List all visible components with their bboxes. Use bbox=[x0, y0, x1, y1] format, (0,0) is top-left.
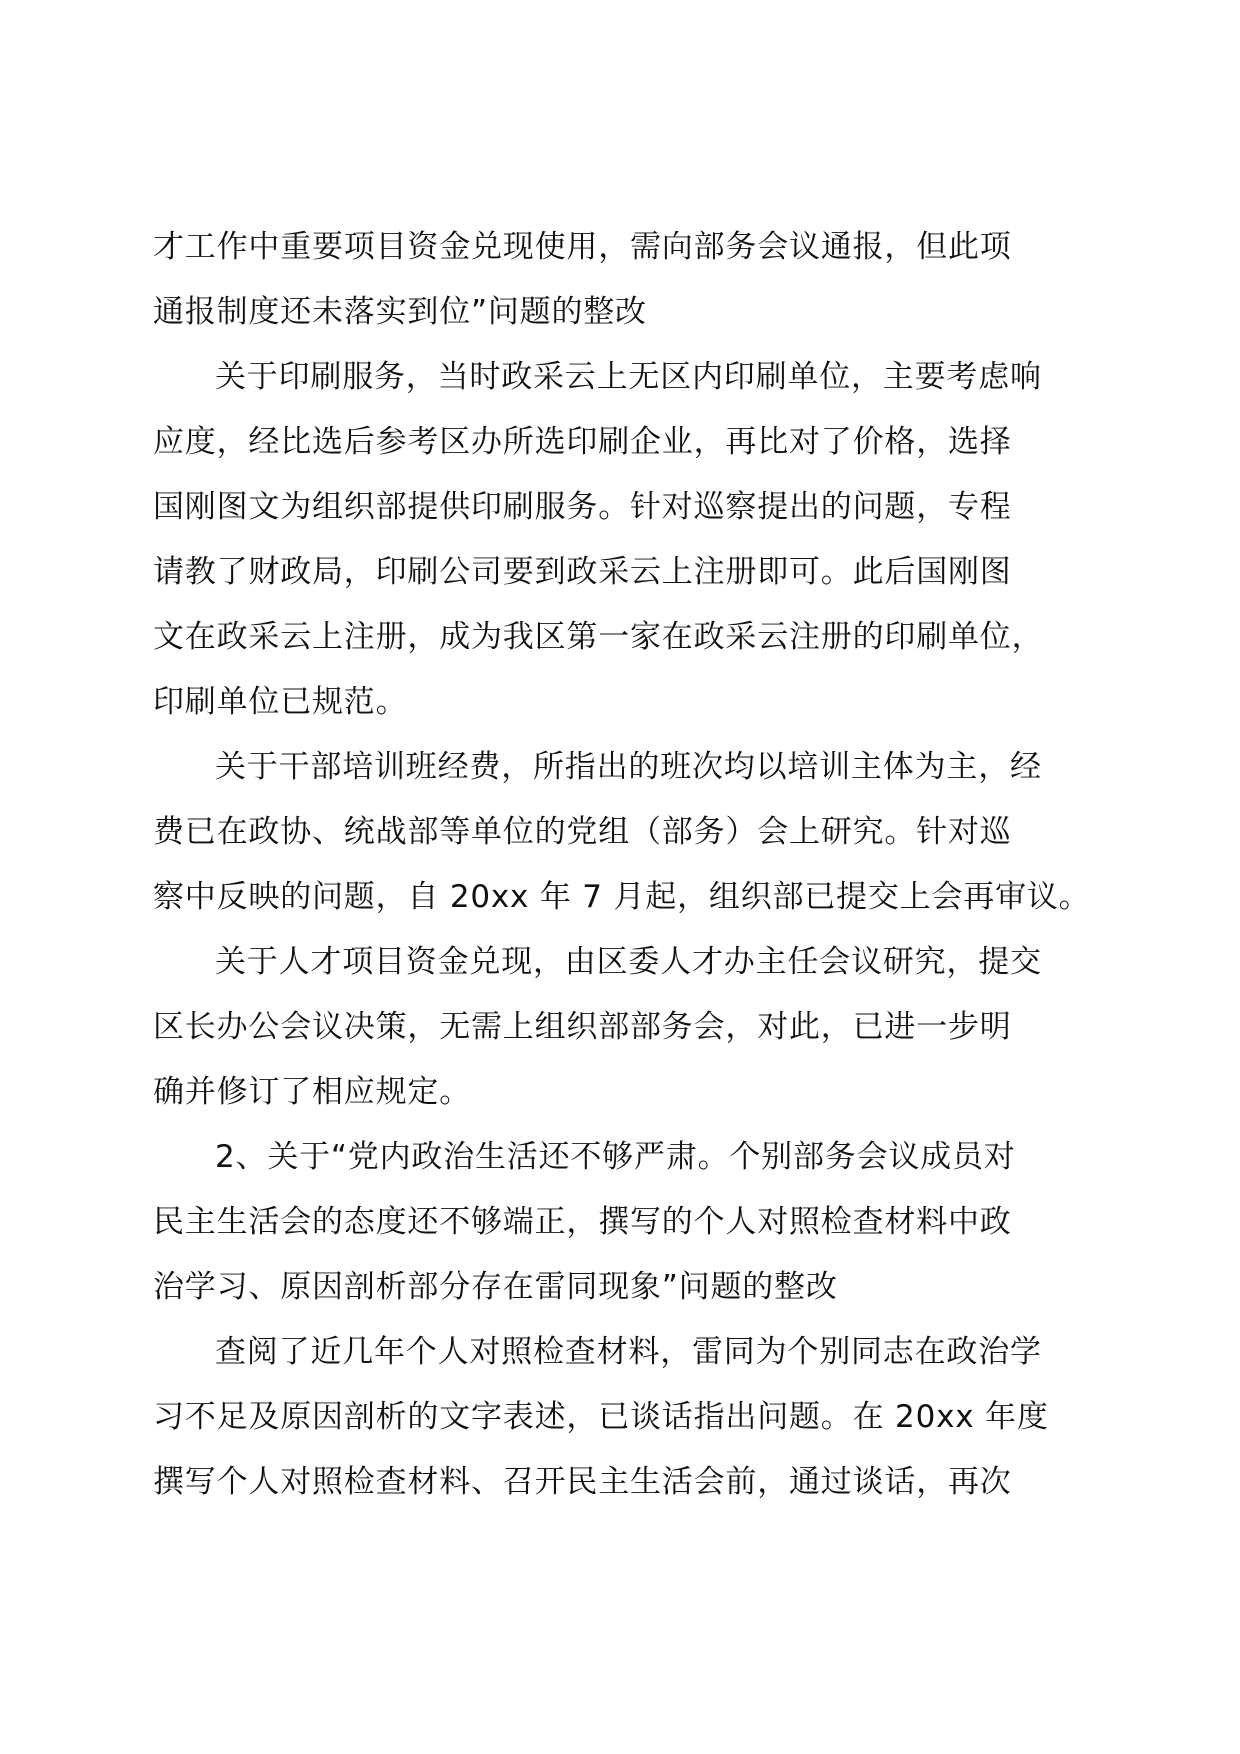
text-line: 应度，经比选后参考区办所选印刷企业，再比对了价格，选择 bbox=[153, 424, 1012, 460]
document-body bbox=[153, 215, 1113, 1515]
text-line: 区长办公会议决策，无需上组织部部务会，对此，已进一步明 bbox=[153, 1009, 1012, 1045]
section-heading-line: 2、关于“党内政治生活还不够严肃。个别部务会议成员对 bbox=[215, 1139, 1016, 1175]
paragraph-start-line: 关于人才项目资金兑现，由区委人才办主任会议研究，提交 bbox=[215, 944, 1042, 980]
text-line: 费已在政协、统战部等单位的党组（部务）会上研究。针对巡 bbox=[153, 814, 1012, 850]
text-line: 请教了财政局，印刷公司要到政采云上注册即可。此后国刚图 bbox=[153, 554, 1012, 590]
text-line: 习不足及原因剖析的文字表述，已谈话指出问题。在 20xx 年度 bbox=[153, 1399, 1049, 1435]
text-line: 国刚图文为组织部提供印刷服务。针对巡察提出的问题，专程 bbox=[153, 489, 1012, 525]
paragraph-start-line: 关于印刷服务，当时政采云上无区内印刷单位，主要考虑响 bbox=[215, 359, 1042, 395]
text-line: 通报制度还未落实到位”问题的整改 bbox=[153, 294, 647, 330]
text-line: 察中反映的问题，自 20xx 年 7 月起，组织部已提交上会再审议。 bbox=[153, 879, 1091, 915]
text-line: 撰写个人对照检查材料、召开民主生活会前，通过谈话，再次 bbox=[153, 1464, 1012, 1500]
text-line: 印刷单位已规范。 bbox=[153, 684, 408, 720]
text-line: 民主生活会的态度还不够端正，撰写的个人对照检查材料中政 bbox=[153, 1204, 1012, 1240]
text-line: 才工作中重要项目资金兑现使用，需向部务会议通报，但此项 bbox=[153, 229, 1012, 265]
paragraph-start-line: 查阅了近几年个人对照检查材料，雷同为个别同志在政治学 bbox=[215, 1334, 1042, 1370]
text-line: 治学习、原因剖析部分存在雷同现象”问题的整改 bbox=[153, 1269, 838, 1305]
paragraph-start-line: 关于干部培训班经费，所指出的班次均以培训主体为主，经 bbox=[215, 749, 1042, 785]
text-line: 文在政采云上注册，成为我区第一家在政采云注册的印刷单位， bbox=[153, 619, 1044, 655]
text-line: 确并修订了相应规定。 bbox=[153, 1074, 471, 1110]
